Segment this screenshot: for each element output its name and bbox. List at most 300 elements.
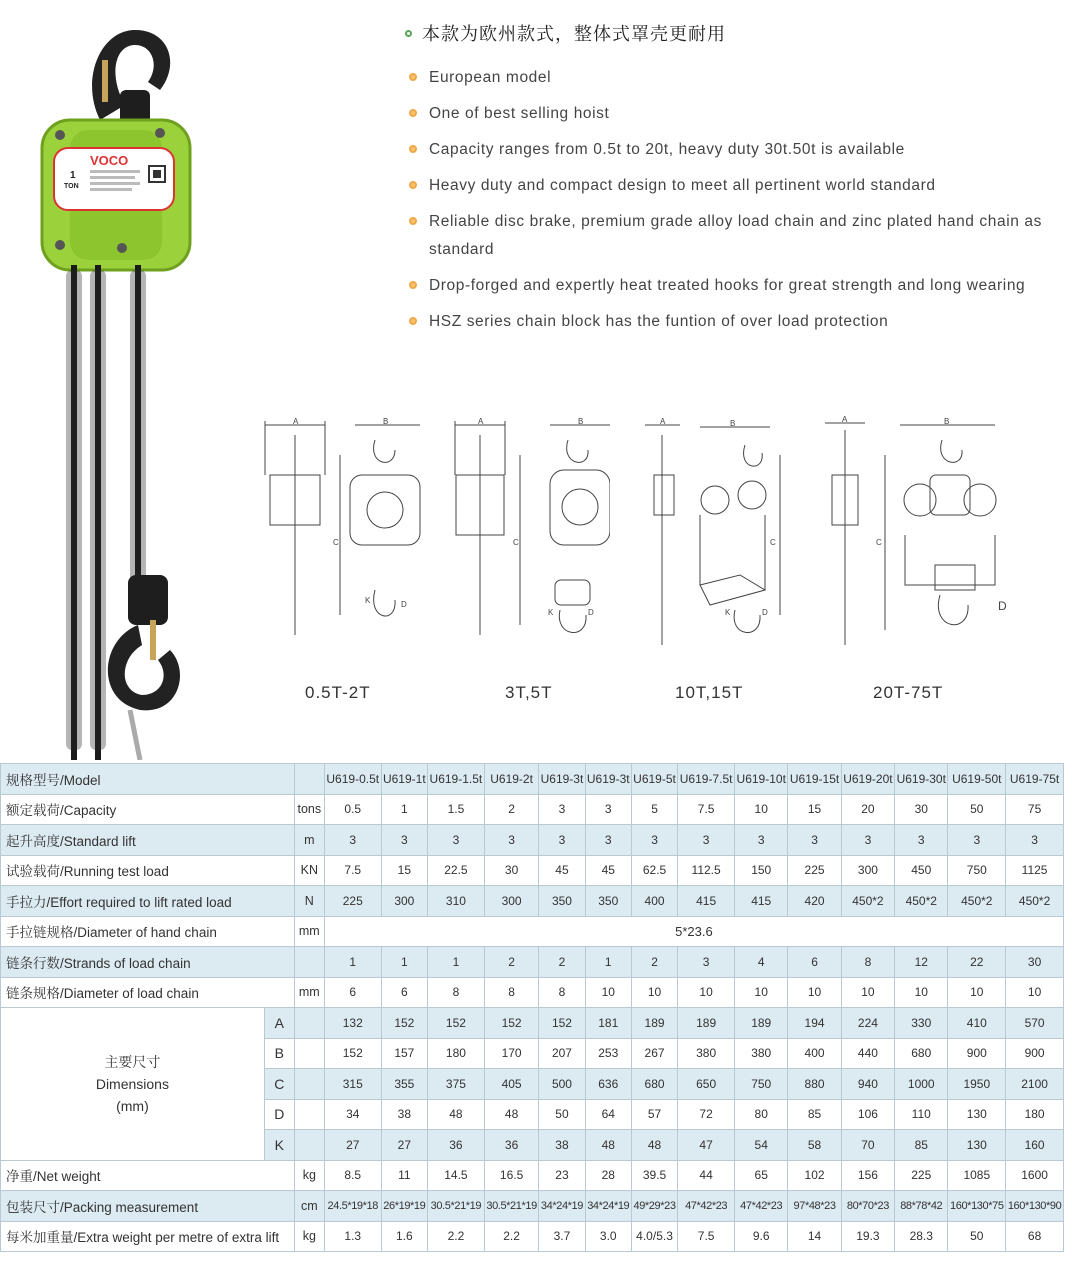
value-cell: 10 xyxy=(735,794,788,825)
value-cell: 1000 xyxy=(895,1069,948,1100)
value-cell: 440 xyxy=(841,1038,894,1069)
feature-item: HSZ series chain block has the funtion of over load protection xyxy=(405,308,1045,336)
value-cell: 62.5 xyxy=(631,855,677,886)
value-cell: 189 xyxy=(631,1008,677,1039)
value-cell: 8.5 xyxy=(324,1160,381,1191)
value-cell: 72 xyxy=(678,1099,735,1130)
unit-cell xyxy=(294,1038,324,1069)
value-cell: 112.5 xyxy=(678,855,735,886)
value-cell: 1 xyxy=(381,947,427,978)
value-cell: 34 xyxy=(324,1099,381,1130)
unit-cell: N xyxy=(294,886,324,917)
value-cell: 450 xyxy=(895,855,948,886)
value-cell: 355 xyxy=(381,1069,427,1100)
table-row xyxy=(1,764,1064,795)
value-cell: 88*78*42 xyxy=(895,1191,948,1222)
chain-hoist-image xyxy=(30,20,230,760)
value-cell: 5*23.6 xyxy=(324,916,1063,947)
value-cell: 180 xyxy=(1006,1099,1064,1130)
value-cell: 6 xyxy=(381,977,427,1008)
value-cell: 10 xyxy=(735,977,788,1008)
unit-cell: cm xyxy=(294,1191,324,1222)
bullet-icon xyxy=(409,281,417,289)
value-cell: 130 xyxy=(948,1130,1006,1161)
table-row xyxy=(1,1191,1064,1222)
row-label: 试验载荷/Running test load xyxy=(1,855,295,886)
bullet-icon xyxy=(409,181,417,189)
value-cell: 380 xyxy=(735,1038,788,1069)
value-cell: 680 xyxy=(895,1038,948,1069)
table-row xyxy=(1,794,1064,825)
value-cell: 30 xyxy=(1006,947,1064,978)
model-header: U619-30t xyxy=(895,764,948,795)
svg-text:C: C xyxy=(876,538,882,547)
value-cell: 65 xyxy=(735,1160,788,1191)
value-cell: 940 xyxy=(841,1069,894,1100)
value-cell: 900 xyxy=(1006,1038,1064,1069)
value-cell: 380 xyxy=(678,1038,735,1069)
model-header: U619-20t xyxy=(841,764,894,795)
value-cell: 450*2 xyxy=(841,886,894,917)
value-cell: 23 xyxy=(539,1160,585,1191)
value-cell: 45 xyxy=(585,855,631,886)
value-cell: 10 xyxy=(585,977,631,1008)
value-cell: 4 xyxy=(735,947,788,978)
svg-text:B: B xyxy=(383,417,389,426)
value-cell: 253 xyxy=(585,1038,631,1069)
value-cell: 207 xyxy=(539,1038,585,1069)
value-cell: 3 xyxy=(427,825,484,856)
svg-text:A: A xyxy=(478,417,484,426)
row-label: 每米加重量/Extra weight per metre of extra lift xyxy=(1,1221,295,1252)
value-cell: 64 xyxy=(585,1099,631,1130)
value-cell: 420 xyxy=(788,886,841,917)
value-cell: 7.5 xyxy=(678,794,735,825)
value-cell: 152 xyxy=(427,1008,484,1039)
value-cell: 2 xyxy=(484,947,538,978)
value-cell: 8 xyxy=(841,947,894,978)
dimensions-label xyxy=(1,1008,265,1161)
value-cell: 2 xyxy=(631,947,677,978)
value-cell: 16.5 xyxy=(484,1160,538,1191)
bullet-icon xyxy=(409,317,417,325)
value-cell: 80*70*23 xyxy=(841,1191,894,1222)
value-cell: 57 xyxy=(631,1099,677,1130)
value-cell: 49*29*23 xyxy=(631,1191,677,1222)
value-cell: 1 xyxy=(381,794,427,825)
value-cell: 225 xyxy=(324,886,381,917)
value-cell: 152 xyxy=(484,1008,538,1039)
value-cell: 0.5 xyxy=(324,794,381,825)
row-label: 手拉力/Effort required to lift rated load xyxy=(1,886,295,917)
value-cell: 3 xyxy=(539,825,585,856)
value-cell: 450*2 xyxy=(1006,886,1064,917)
value-cell: 350 xyxy=(585,886,631,917)
value-cell: 1600 xyxy=(1006,1160,1064,1191)
value-cell: 300 xyxy=(381,886,427,917)
value-cell: 68 xyxy=(1006,1221,1064,1252)
table-row xyxy=(1,977,1064,1008)
value-cell: 50 xyxy=(948,794,1006,825)
value-cell: 47*42*23 xyxy=(678,1191,735,1222)
value-cell: 22.5 xyxy=(427,855,484,886)
svg-text:C: C xyxy=(513,538,519,547)
value-cell: 47*42*23 xyxy=(735,1191,788,1222)
svg-text:C: C xyxy=(333,538,339,547)
value-cell: 28 xyxy=(585,1160,631,1191)
value-cell: 680 xyxy=(631,1069,677,1100)
model-header: U619-1.5t xyxy=(427,764,484,795)
svg-text:D: D xyxy=(762,608,768,617)
brand-logo: VOCO xyxy=(90,153,129,168)
svg-text:D: D xyxy=(401,600,407,609)
value-cell: 26*19*19 xyxy=(381,1191,427,1222)
value-cell: 3 xyxy=(1006,825,1064,856)
feature-item: One of best selling hoist xyxy=(405,100,1045,128)
model-header: U619-1t xyxy=(381,764,427,795)
value-cell: 300 xyxy=(484,886,538,917)
value-cell: 39.5 xyxy=(631,1160,677,1191)
unit-cell: m xyxy=(294,825,324,856)
value-cell: 85 xyxy=(895,1130,948,1161)
headline-text: 本款为欧州款式，整体式罩壳更耐用 xyxy=(422,24,726,44)
value-cell: 97*48*23 xyxy=(788,1191,841,1222)
value-cell: 5 xyxy=(631,794,677,825)
value-cell: 30 xyxy=(484,855,538,886)
unit-cell xyxy=(294,1008,324,1039)
row-label: 规格型号/Model xyxy=(1,764,295,795)
value-cell: 75 xyxy=(1006,794,1064,825)
value-cell: 160*130*75 xyxy=(948,1191,1006,1222)
technical-drawings xyxy=(255,415,1055,715)
unit-cell: mm xyxy=(294,916,324,947)
unit-cell xyxy=(294,947,324,978)
dimensions-label-line: 主要尺寸 xyxy=(104,1053,161,1070)
svg-text:C: C xyxy=(770,538,776,547)
value-cell: 38 xyxy=(539,1130,585,1161)
value-cell: 48 xyxy=(427,1099,484,1130)
value-cell: 3 xyxy=(895,825,948,856)
value-cell: 30.5*21*19 xyxy=(427,1191,484,1222)
feature-item: Drop-forged and expertly heat treated hooks for great strength and long wearing xyxy=(405,272,1045,300)
value-cell: 180 xyxy=(427,1038,484,1069)
value-cell: 405 xyxy=(484,1069,538,1100)
bullet-icon xyxy=(405,30,412,37)
row-label: 包装尺寸/Packing measurement xyxy=(1,1191,295,1222)
value-cell: 6 xyxy=(324,977,381,1008)
value-cell: 14.5 xyxy=(427,1160,484,1191)
value-cell: 156 xyxy=(841,1160,894,1191)
svg-text:B: B xyxy=(944,417,950,426)
dimension-key: A xyxy=(264,1008,294,1039)
feature-item: Heavy duty and compact design to meet all pertinent world standard xyxy=(405,172,1045,200)
value-cell: 34*24*19 xyxy=(585,1191,631,1222)
value-cell: 4.0/5.3 xyxy=(631,1221,677,1252)
feature-list xyxy=(405,18,1045,344)
value-cell: 10 xyxy=(1006,977,1064,1008)
unit-badge: TON xyxy=(64,183,79,190)
value-cell: 410 xyxy=(948,1008,1006,1039)
drawing-0-5t-2t xyxy=(255,415,435,655)
value-cell: 3 xyxy=(788,825,841,856)
value-cell: 15 xyxy=(381,855,427,886)
value-cell: 636 xyxy=(585,1069,631,1100)
value-cell: 225 xyxy=(788,855,841,886)
drawing-20t-75t xyxy=(820,415,1020,655)
svg-text:A: A xyxy=(660,417,666,426)
svg-text:D: D xyxy=(588,608,594,617)
value-cell: 2100 xyxy=(1006,1069,1064,1100)
value-cell: 7.5 xyxy=(678,1221,735,1252)
value-cell: 36 xyxy=(484,1130,538,1161)
value-cell: 10 xyxy=(948,977,1006,1008)
value-cell: 22 xyxy=(948,947,1006,978)
value-cell: 315 xyxy=(324,1069,381,1100)
value-cell: 3 xyxy=(539,794,585,825)
value-cell: 400 xyxy=(788,1038,841,1069)
table-row xyxy=(1,947,1064,978)
bullet-icon xyxy=(409,73,417,81)
value-cell: 157 xyxy=(381,1038,427,1069)
specification-table xyxy=(0,763,1064,1252)
value-cell: 3 xyxy=(381,825,427,856)
value-cell: 11 xyxy=(381,1160,427,1191)
value-cell: 50 xyxy=(948,1221,1006,1252)
value-cell: 8 xyxy=(484,977,538,1008)
value-cell: 30 xyxy=(895,794,948,825)
row-label: 链条规格/Diameter of load chain xyxy=(1,977,295,1008)
svg-text:A: A xyxy=(842,415,848,424)
value-cell: 106 xyxy=(841,1099,894,1130)
table-row xyxy=(1,1008,1064,1039)
value-cell: 160 xyxy=(1006,1130,1064,1161)
value-cell: 8 xyxy=(539,977,585,1008)
value-cell: 1.5 xyxy=(427,794,484,825)
value-cell: 28.3 xyxy=(895,1221,948,1252)
value-cell: 38 xyxy=(381,1099,427,1130)
value-cell: 48 xyxy=(484,1099,538,1130)
table-row xyxy=(1,825,1064,856)
value-cell: 900 xyxy=(948,1038,1006,1069)
model-header: U619-7.5t xyxy=(678,764,735,795)
unit-cell: KN xyxy=(294,855,324,886)
value-cell: 2 xyxy=(484,794,538,825)
model-header: U619-5t xyxy=(631,764,677,795)
svg-text:K: K xyxy=(365,596,371,605)
value-cell: 150 xyxy=(735,855,788,886)
row-label: 净重/Net weight xyxy=(1,1160,295,1191)
svg-text:B: B xyxy=(578,417,584,426)
unit-cell xyxy=(294,1099,324,1130)
value-cell: 30.5*21*19 xyxy=(484,1191,538,1222)
unit-cell: mm xyxy=(294,977,324,1008)
value-cell: 34*24*19 xyxy=(539,1191,585,1222)
unit-cell xyxy=(294,764,324,795)
value-cell: 3 xyxy=(585,825,631,856)
svg-text:A: A xyxy=(293,417,299,426)
value-cell: 152 xyxy=(324,1038,381,1069)
value-cell: 3.0 xyxy=(585,1221,631,1252)
value-cell: 189 xyxy=(678,1008,735,1039)
value-cell: 130 xyxy=(948,1099,1006,1130)
model-header: U619-3t xyxy=(539,764,585,795)
value-cell: 132 xyxy=(324,1008,381,1039)
value-cell: 1950 xyxy=(948,1069,1006,1100)
value-cell: 7.5 xyxy=(324,855,381,886)
value-cell: 375 xyxy=(427,1069,484,1100)
table-row xyxy=(1,916,1064,947)
value-cell: 102 xyxy=(788,1160,841,1191)
capacity-badge: 1 xyxy=(70,170,76,181)
model-header: U619-0.5t xyxy=(324,764,381,795)
dimension-key: B xyxy=(264,1038,294,1069)
value-cell: 85 xyxy=(788,1099,841,1130)
value-cell: 181 xyxy=(585,1008,631,1039)
bullet-icon xyxy=(409,109,417,117)
value-cell: 500 xyxy=(539,1069,585,1100)
feature-item: Reliable disc brake, premium grade alloy load chain and zinc plated hand chain as standard xyxy=(405,208,1045,264)
value-cell: 3 xyxy=(678,825,735,856)
value-cell: 10 xyxy=(678,977,735,1008)
value-cell: 880 xyxy=(788,1069,841,1100)
svg-text:B: B xyxy=(730,419,736,428)
value-cell: 3 xyxy=(678,947,735,978)
value-cell: 12 xyxy=(895,947,948,978)
value-cell: 3 xyxy=(948,825,1006,856)
value-cell: 350 xyxy=(539,886,585,917)
value-cell: 50 xyxy=(539,1099,585,1130)
value-cell: 27 xyxy=(324,1130,381,1161)
feature-item: European model xyxy=(405,64,1045,92)
value-cell: 2.2 xyxy=(427,1221,484,1252)
value-cell: 1085 xyxy=(948,1160,1006,1191)
drawing-label: 10T,15T xyxy=(675,683,744,702)
value-cell: 330 xyxy=(895,1008,948,1039)
value-cell: 194 xyxy=(788,1008,841,1039)
unit-cell xyxy=(294,1130,324,1161)
dimensions-label-line: Dimensions xyxy=(95,1075,169,1092)
row-label: 链条行数/Strands of load chain xyxy=(1,947,295,978)
value-cell: 24.5*19*18 xyxy=(324,1191,381,1222)
value-cell: 15 xyxy=(788,794,841,825)
value-cell: 570 xyxy=(1006,1008,1064,1039)
dimension-key: D xyxy=(264,1099,294,1130)
drawing-3t-5t xyxy=(450,415,610,655)
value-cell: 152 xyxy=(381,1008,427,1039)
value-cell: 450*2 xyxy=(895,886,948,917)
value-cell: 19.3 xyxy=(841,1221,894,1252)
value-cell: 3 xyxy=(735,825,788,856)
value-cell: 1.6 xyxy=(381,1221,427,1252)
dimension-key: K xyxy=(264,1130,294,1161)
unit-cell: kg xyxy=(294,1160,324,1191)
value-cell: 650 xyxy=(678,1069,735,1100)
bullet-icon xyxy=(409,217,417,225)
value-cell: 45 xyxy=(539,855,585,886)
value-cell: 70 xyxy=(841,1130,894,1161)
model-header: U619-2t xyxy=(484,764,538,795)
table-row xyxy=(1,855,1064,886)
value-cell: 27 xyxy=(381,1130,427,1161)
value-cell: 415 xyxy=(678,886,735,917)
value-cell: 6 xyxy=(788,947,841,978)
value-cell: 3 xyxy=(324,825,381,856)
value-cell: 160*130*90 xyxy=(1006,1191,1064,1222)
value-cell: 2.2 xyxy=(484,1221,538,1252)
table-row xyxy=(1,1160,1064,1191)
unit-cell xyxy=(294,1069,324,1100)
value-cell: 47 xyxy=(678,1130,735,1161)
value-cell: 110 xyxy=(895,1099,948,1130)
svg-text:D: D xyxy=(998,599,1007,613)
unit-cell: kg xyxy=(294,1221,324,1252)
drawing-label: 3T,5T xyxy=(505,683,553,702)
value-cell: 80 xyxy=(735,1099,788,1130)
dimension-key: C xyxy=(264,1069,294,1100)
value-cell: 750 xyxy=(948,855,1006,886)
value-cell: 10 xyxy=(895,977,948,1008)
value-cell: 750 xyxy=(735,1069,788,1100)
bullet-icon xyxy=(409,145,417,153)
svg-text:K: K xyxy=(548,608,554,617)
drawing-label: 0.5T-2T xyxy=(305,683,371,702)
value-cell: 152 xyxy=(539,1008,585,1039)
value-cell: 3 xyxy=(841,825,894,856)
row-label: 额定载荷/Capacity xyxy=(1,794,295,825)
feature-item: Capacity ranges from 0.5t to 20t, heavy duty 30t.50t is available xyxy=(405,136,1045,164)
value-cell: 3.7 xyxy=(539,1221,585,1252)
value-cell: 54 xyxy=(735,1130,788,1161)
value-cell: 3 xyxy=(484,825,538,856)
value-cell: 224 xyxy=(841,1008,894,1039)
row-label: 起升高度/Standard lift xyxy=(1,825,295,856)
headline xyxy=(405,20,1045,46)
value-cell: 1.3 xyxy=(324,1221,381,1252)
value-cell: 10 xyxy=(841,977,894,1008)
value-cell: 1 xyxy=(427,947,484,978)
drawing-label: 20T-75T xyxy=(873,683,944,702)
value-cell: 2 xyxy=(539,947,585,978)
value-cell: 9.6 xyxy=(735,1221,788,1252)
value-cell: 225 xyxy=(895,1160,948,1191)
unit-cell: tons xyxy=(294,794,324,825)
model-header: U619-15t xyxy=(788,764,841,795)
value-cell: 36 xyxy=(427,1130,484,1161)
value-cell: 415 xyxy=(735,886,788,917)
value-cell: 300 xyxy=(841,855,894,886)
value-cell: 58 xyxy=(788,1130,841,1161)
value-cell: 3 xyxy=(631,825,677,856)
table-row xyxy=(1,1221,1064,1252)
model-header: U619-3t xyxy=(585,764,631,795)
value-cell: 10 xyxy=(788,977,841,1008)
value-cell: 400 xyxy=(631,886,677,917)
value-cell: 44 xyxy=(678,1160,735,1191)
value-cell: 310 xyxy=(427,886,484,917)
model-header: U619-50t xyxy=(948,764,1006,795)
row-label: 手拉链规格/Diameter of hand chain xyxy=(1,916,295,947)
model-header: U619-10t xyxy=(735,764,788,795)
value-cell: 48 xyxy=(631,1130,677,1161)
dimensions-label-line: (mm) xyxy=(116,1097,149,1114)
svg-text:K: K xyxy=(725,608,731,617)
value-cell: 1 xyxy=(585,947,631,978)
value-cell: 20 xyxy=(841,794,894,825)
value-cell: 1 xyxy=(324,947,381,978)
value-cell: 14 xyxy=(788,1221,841,1252)
value-cell: 450*2 xyxy=(948,886,1006,917)
value-cell: 48 xyxy=(585,1130,631,1161)
